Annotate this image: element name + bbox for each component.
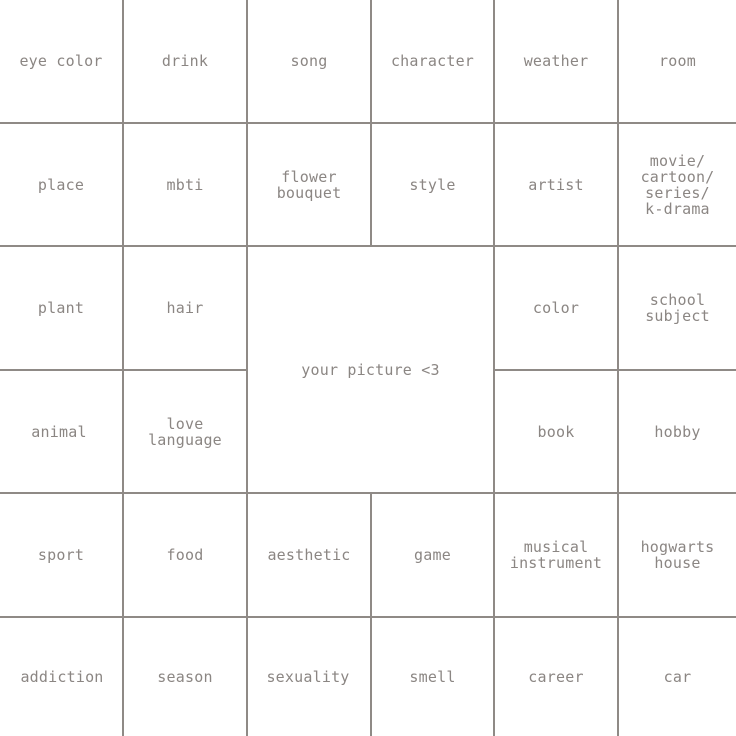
cell-sexuality: sexuality	[266, 668, 350, 686]
cell-style: style	[409, 175, 456, 194]
cell-plant: plant	[37, 299, 85, 317]
cell-weather: weather	[523, 52, 589, 70]
cell-place: place	[37, 175, 85, 194]
cell-addiction: addiction	[20, 668, 104, 686]
cell-book: book	[537, 422, 575, 441]
cell-game: game	[414, 546, 451, 564]
cell-eye-color: eye color	[19, 52, 103, 70]
cell-love-language: love language	[148, 414, 222, 449]
cell-musical-instrument: musical instrument	[509, 538, 603, 572]
cell-car: car	[663, 668, 692, 686]
cell-your-picture: your picture <3	[301, 360, 440, 379]
cell-hogwarts-house: hogwarts house	[640, 538, 715, 572]
cell-smell: smell	[409, 668, 456, 686]
cell-mbti: mbti	[166, 175, 204, 194]
cell-flower-bouquet: flower bouquet	[276, 167, 342, 202]
cell-season: season	[157, 668, 213, 686]
cell-aesthetic: aesthetic	[267, 546, 351, 564]
cell-drink: drink	[161, 52, 209, 70]
cell-song: song	[290, 52, 328, 70]
cell-character: character	[390, 52, 475, 70]
cell-hair: hair	[166, 299, 204, 317]
cell-career: career	[528, 668, 584, 686]
cell-animal: animal	[31, 422, 87, 441]
cell-school-subject: school subject	[645, 291, 710, 325]
cell-hobby: hobby	[654, 422, 701, 441]
cell-room: room	[659, 52, 696, 70]
cell-food: food	[166, 546, 204, 564]
cell-color: color	[532, 299, 580, 317]
cell-artist: artist	[528, 175, 584, 194]
cell-movie-cartoon-series-kdrama: movie/ cartoon/ series/ k-drama	[640, 151, 715, 218]
cell-sport: sport	[37, 546, 85, 564]
